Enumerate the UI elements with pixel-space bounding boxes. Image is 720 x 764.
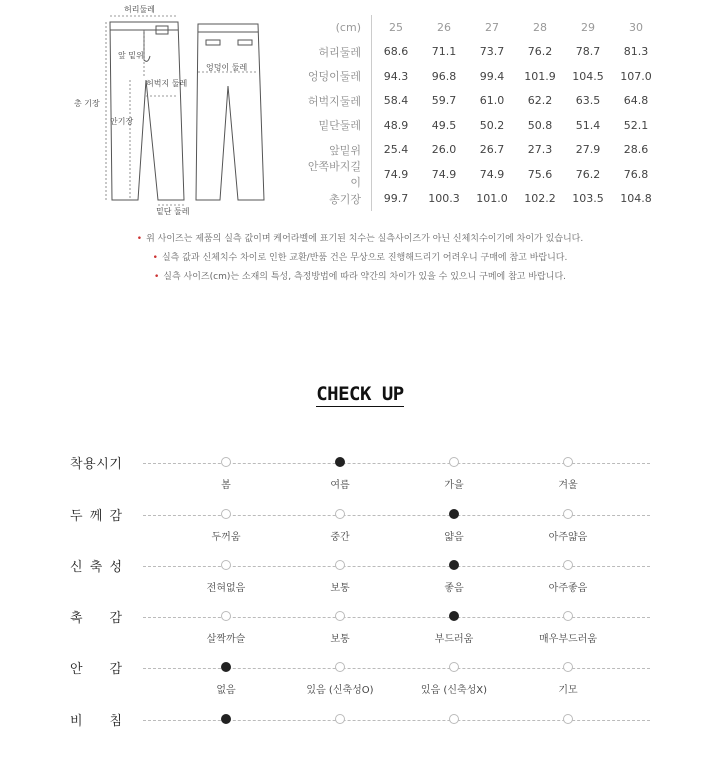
- size-table-row: [300, 160, 660, 190]
- measurement-value: 78.7: [575, 45, 601, 59]
- measurement-value: 101.9: [524, 69, 556, 83]
- option-label: 겨울: [558, 480, 578, 491]
- check-up-row-label: [70, 453, 122, 472]
- size-table: [300, 15, 660, 211]
- check-up-option: [176, 714, 276, 733]
- option-label: 얇음: [444, 532, 464, 543]
- note-item: • 실측 값과 신체치수 차이로 인한 교환/반품 건은 무상으로 진행해드리기 어려우니 구매에 참고 바랍니다.: [152, 253, 568, 263]
- check-up-row: [0, 660, 720, 712]
- check-up-option: [404, 560, 504, 594]
- check-up-option: [176, 560, 276, 594]
- note-item: • 실측 사이즈(cm)는 소재의 특성, 측정방법에 따라 약간의 차이가 있을 수 있으니 구메에 참고 바랍니다.: [153, 272, 567, 282]
- option-label: 중간: [330, 532, 350, 543]
- option-label: 살짝까슬: [206, 634, 246, 645]
- check-up-option: [290, 560, 390, 594]
- measurement-value: 50.2: [479, 118, 505, 132]
- selected-dot-icon: [335, 457, 345, 467]
- check-up-option: [404, 611, 504, 645]
- label-char: 촉: [70, 611, 83, 626]
- unit-label: (cm): [300, 15, 372, 40]
- check-up-option: [176, 611, 276, 645]
- measurement-value: 68.6: [383, 45, 409, 59]
- measurement-value: 101.0: [476, 192, 508, 206]
- label-char: 께: [89, 509, 103, 524]
- measurement-value: 63.5: [575, 94, 601, 108]
- label-char: 감: [109, 509, 122, 524]
- measurement-label: 밑단둘레: [300, 113, 372, 138]
- option-label: 봄: [221, 480, 231, 491]
- measurement-value: 50.8: [527, 118, 553, 132]
- label-char: 축: [89, 560, 103, 575]
- pants-diagram: [60, 0, 300, 225]
- size-table-row: [300, 40, 660, 65]
- label-char: 감: [109, 611, 122, 626]
- measurement-value: 74.9: [431, 167, 457, 181]
- measurement-value: 74.9: [479, 167, 505, 181]
- option-label: 있음 (신축성O): [306, 685, 374, 696]
- check-up-option: [518, 611, 618, 645]
- empty-circle-icon: [335, 714, 345, 724]
- label-char: 침: [109, 714, 122, 729]
- check-up-row: [0, 455, 720, 507]
- option-label: 전혀없음: [206, 583, 246, 594]
- diagram-label-total-length: 총 기장: [74, 99, 100, 108]
- diagram-label-waist: 허리둘레: [124, 5, 155, 14]
- measurement-value: 49.5: [431, 118, 457, 132]
- measurement-label: 앞밑위: [300, 138, 372, 163]
- measurement-value: 75.6: [527, 167, 553, 181]
- size-table-row: [300, 187, 660, 212]
- measurement-value: 59.7: [431, 94, 457, 108]
- measurement-value: 73.7: [479, 45, 505, 59]
- empty-circle-icon: [563, 714, 573, 724]
- empty-circle-icon: [563, 611, 573, 621]
- measurement-value: 100.3: [428, 192, 460, 206]
- check-up-row-label: [70, 658, 122, 677]
- measurement-value: 71.1: [431, 45, 457, 59]
- check-up-option: [176, 457, 276, 491]
- measurement-label: 안쪽바지길이: [300, 162, 372, 187]
- size-table-row: [300, 113, 660, 138]
- size-header: 28: [533, 20, 547, 34]
- check-up-option: [176, 662, 276, 696]
- diagram-label-thigh: 허벅지 둘레: [146, 79, 188, 88]
- check-up-option: [176, 509, 276, 543]
- note-text: 실측 사이즈(cm)는 소재의 특성, 측정방법에 따라 약간의 차이가 있을 수 있으니 구메에 참고 바랍니다.: [163, 272, 567, 282]
- note-text: 위 사이즈는 제품의 실측 값이며 케어라벨에 표기된 치수는 실측사이즈가 아닌 신체치수이기에 차이가 있습니다.: [146, 234, 584, 244]
- size-table-row: [300, 64, 660, 89]
- size-header: 29: [581, 20, 595, 34]
- selected-dot-icon: [221, 714, 231, 724]
- measurement-value: 104.8: [620, 192, 652, 206]
- measurement-value: 76.2: [575, 167, 601, 181]
- option-label: 두꺼움: [211, 532, 241, 543]
- measurement-value: 27.9: [575, 143, 601, 157]
- selected-dot-icon: [449, 560, 459, 570]
- measurement-value: 99.4: [479, 69, 505, 83]
- size-header: 30: [629, 20, 643, 34]
- empty-circle-icon: [335, 509, 345, 519]
- check-up-option: [518, 662, 618, 696]
- option-label: 보통: [330, 583, 350, 594]
- size-header: 25: [389, 20, 403, 34]
- measurement-value: 26.7: [479, 143, 505, 157]
- measurement-value: 25.4: [383, 143, 409, 157]
- empty-circle-icon: [221, 457, 231, 467]
- check-up-title-text: CHECK UP: [316, 383, 404, 405]
- measurement-value: 26.0: [431, 143, 457, 157]
- measurement-label: 엉덩이둘레: [300, 64, 372, 89]
- empty-circle-icon: [563, 457, 573, 467]
- measurement-label: 총기장: [300, 187, 372, 212]
- measurement-value: 64.8: [623, 94, 649, 108]
- empty-circle-icon: [563, 560, 573, 570]
- option-label: 기모: [558, 685, 578, 696]
- label-char: 시: [96, 457, 109, 472]
- label-char: 용: [83, 457, 96, 472]
- measurement-value: 94.3: [383, 69, 409, 83]
- measurement-value: 104.5: [572, 69, 604, 83]
- empty-circle-icon: [449, 714, 459, 724]
- measurement-value: 58.4: [383, 94, 409, 108]
- check-up-option: [290, 611, 390, 645]
- check-up-row: [0, 507, 720, 559]
- measurement-value: 103.5: [572, 192, 604, 206]
- empty-circle-icon: [335, 560, 345, 570]
- check-up-title: [0, 383, 720, 405]
- empty-circle-icon: [335, 662, 345, 672]
- option-label: 있음 (신축성X): [420, 685, 488, 696]
- measurement-value: 76.8: [623, 167, 649, 181]
- measurement-label: 허리둘레: [300, 40, 372, 65]
- measurement-value: 81.3: [623, 45, 649, 59]
- measurement-value: 96.8: [431, 69, 457, 83]
- label-char: 두: [70, 509, 83, 524]
- diagram-label-hip: 엉덩이 둘레: [206, 63, 248, 72]
- option-label: 가을: [444, 480, 464, 491]
- measurement-value: 48.9: [383, 118, 409, 132]
- check-up-row-label: [70, 505, 122, 524]
- check-up-row: [0, 558, 720, 610]
- measurement-value: 62.2: [527, 94, 553, 108]
- note-text: 실측 값과 신체치수 차이로 인한 교환/반품 건은 무상으로 진행해드리기 어려우니 구매에 참고 바랍니다.: [161, 253, 568, 263]
- check-up-option: [518, 457, 618, 491]
- label-char: 비: [70, 714, 83, 729]
- note-item: • 위 사이즈는 제품의 실측 값이며 케어라벨에 표기된 치수는 실측사이즈가 아닌 신체치수이기에 차이가 있습니다.: [136, 234, 584, 244]
- measurement-value: 51.4: [575, 118, 601, 132]
- empty-circle-icon: [221, 611, 231, 621]
- check-up-option: [290, 714, 390, 733]
- option-label: 없음: [216, 685, 236, 696]
- check-up-option: [518, 714, 618, 733]
- measurement-value: 107.0: [620, 69, 652, 83]
- measurement-value: 76.2: [527, 45, 553, 59]
- empty-circle-icon: [221, 509, 231, 519]
- check-up-option: [290, 509, 390, 543]
- empty-circle-icon: [563, 662, 573, 672]
- measurement-value: 99.7: [383, 192, 409, 206]
- label-char: 성: [109, 560, 122, 575]
- check-up-option: [290, 457, 390, 491]
- empty-circle-icon: [221, 560, 231, 570]
- check-up-option: [404, 714, 504, 733]
- option-label: 좋음: [444, 583, 464, 594]
- check-up-option: [518, 509, 618, 543]
- selected-dot-icon: [221, 662, 231, 672]
- selected-dot-icon: [449, 611, 459, 621]
- diagram-label-hem: 밑단 둘레: [156, 207, 190, 216]
- label-char: 안: [70, 662, 83, 677]
- option-label: 아주좋음: [548, 583, 588, 594]
- size-notes: [0, 230, 720, 287]
- check-up-option: [404, 457, 504, 491]
- measurement-value: 27.3: [527, 143, 553, 157]
- check-up-option: [290, 662, 390, 696]
- option-label: 매우부드러움: [539, 634, 597, 645]
- label-char: 감: [109, 662, 122, 677]
- check-up-option: [404, 662, 504, 696]
- size-header: 27: [485, 20, 499, 34]
- empty-circle-icon: [563, 509, 573, 519]
- option-label: 보통: [330, 634, 350, 645]
- measurement-value: 28.6: [623, 143, 649, 157]
- check-up-row-label: [70, 556, 122, 575]
- label-char: 착: [70, 457, 83, 472]
- empty-circle-icon: [335, 611, 345, 621]
- pants-outline-icon: [60, 0, 300, 225]
- measurement-value: 52.1: [623, 118, 649, 132]
- measurement-label: 허벅지둘레: [300, 89, 372, 114]
- selected-dot-icon: [449, 509, 459, 519]
- measurement-value: 61.0: [479, 94, 505, 108]
- label-char: 신: [70, 560, 83, 575]
- label-char: 기: [109, 457, 122, 472]
- measurement-value: 102.2: [524, 192, 556, 206]
- check-up-option: [404, 509, 504, 543]
- diagram-label-inseam: 안기장: [110, 117, 134, 126]
- option-label: 아주얇음: [548, 532, 588, 543]
- check-up-option: [518, 560, 618, 594]
- size-table-header: [300, 15, 660, 40]
- option-label: 부드러움: [434, 634, 474, 645]
- empty-circle-icon: [449, 662, 459, 672]
- measurement-value: 74.9: [383, 167, 409, 181]
- diagram-label-front-rise: 앞 밑위: [118, 51, 144, 60]
- option-label: 여름: [330, 480, 350, 491]
- empty-circle-icon: [449, 457, 459, 467]
- size-header: 26: [437, 20, 451, 34]
- check-up-row: [0, 609, 720, 661]
- check-up-row-label: [70, 607, 122, 626]
- size-table-row: [300, 89, 660, 114]
